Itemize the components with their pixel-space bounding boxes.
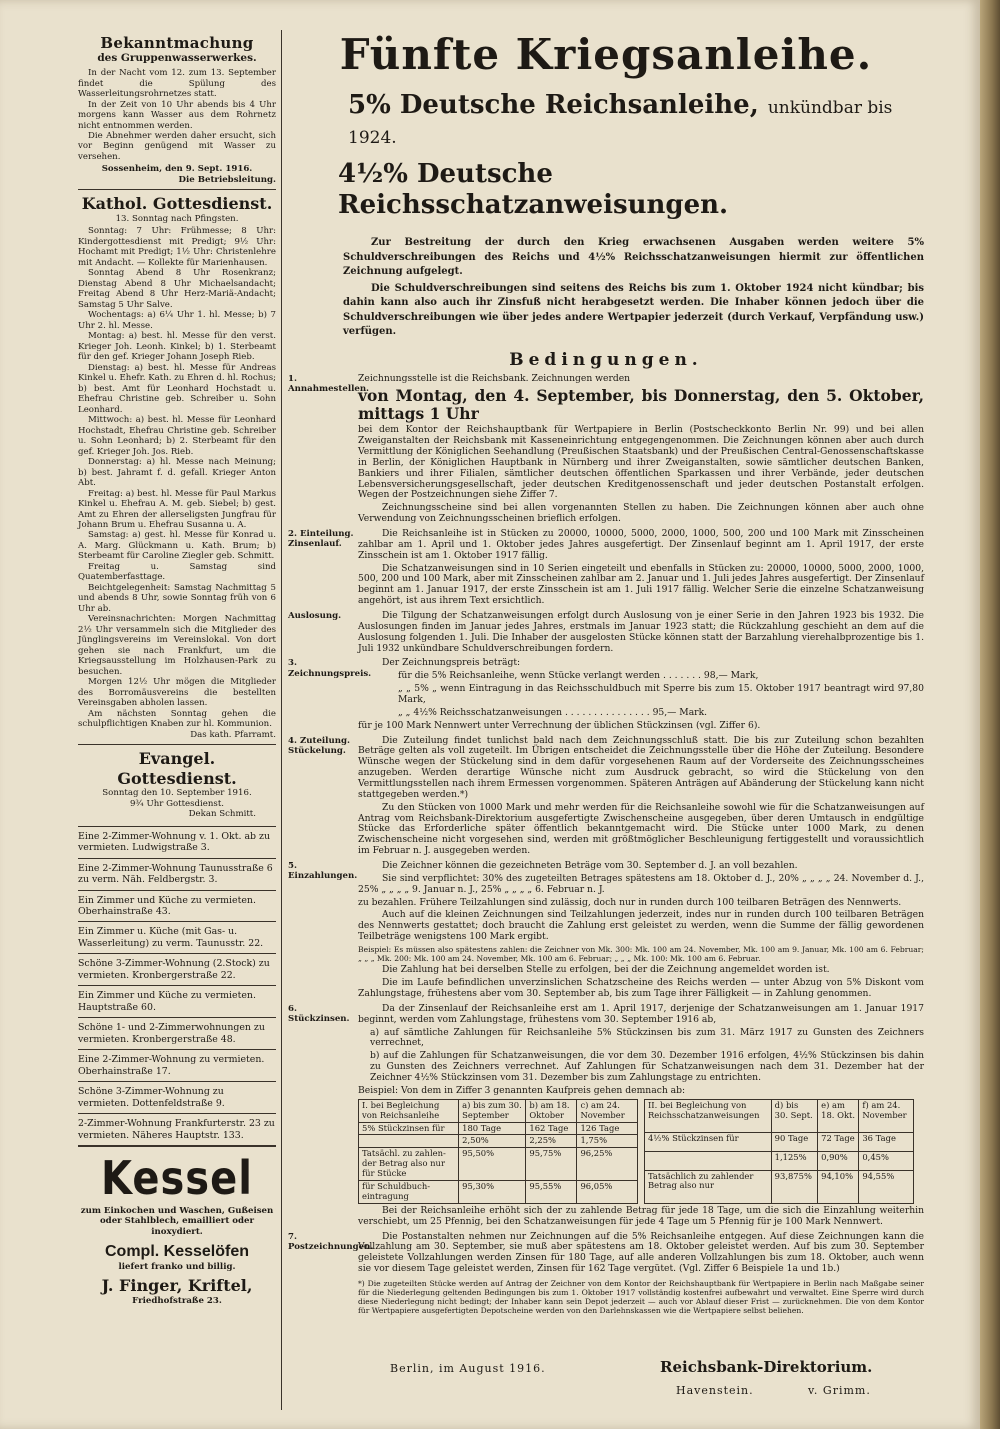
classified-ad: Ein Zimmer und Küche zu vermieten. Hauptstraße 60. xyxy=(78,985,276,1017)
kathol-line: Donnerstag: a) hl. Messe nach Meinung; b) best. Jahramt f. d. gefall. Krieger Anton Abt. xyxy=(78,457,276,489)
classified-ad: Ein Zimmer u. Küche (mit Gas- u. Wasserleitung) zu verm. Taunusstr. 22. xyxy=(78,921,276,953)
subscription-period: von Montag, den 4. September, bis Donnerstag, den 5. Oktober, mittags 1 Uhr xyxy=(358,385,924,423)
classified-ad: Schöne 3-Zimmer-Wohnung (2.Stock) zu vermieten. Kronbergerstraße 22. xyxy=(78,953,276,985)
kathol-line: Freitag: a) best. hl. Messe für Paul Markus Kinkel u. Ehefrau A. M. geb. Siebel; b) gest. Amt zu Ehren der allerseligsten Jungfrau für Johann Brum u. Ehefrau Susanna u. A. xyxy=(78,488,276,530)
section-2: 2. Einteilung. Zinsenlauf. Die Reichsanleihe ist in Stücken zu 20000, 10000, 5000, 2000, 1000, 500, 200 und 100 Mark mit Zinsscheinen zahlbar am 1. April und 1. Oktober jedes Jahres ausgefertigt. Der Zinsenlauf beginnt am 1. April 1917, der erste Zinsschein ist am 1. Oktober 1917 fällig. Die Schatzanweisungen sind in 10 Serien eingeteilt und ebenfalls in Stücken zu: 20000, 10000, 5000, 2000, 1000, 500, 200 und 100 Mark, aber mit Zinsscheinen zahlbar am 2. Januar und 1. Juli jedes Jahres ausgefertigt. Der Zinsenlauf beginnt am 1. Januar 1917, der erste Zinsschein ist am 1. Juli 1917 fällig. Welcher Serie die einzelne Schatzanweisung angehört, ist aus ihrem Text ersichtlich. xyxy=(288,527,924,607)
classified-ad: Schöne 1- und 2-Zimmerwohnungen zu vermieten. Kronbergerstraße 48. xyxy=(78,1017,276,1049)
kathol-title: Kathol. Gottesdienst. xyxy=(81,194,273,214)
kathol-line: Am nächsten Sonntag gehen die schulpflichtigen Knaben zur hl. Kommunion. xyxy=(78,708,276,730)
classified-ad: 2-Zimmer-Wohnung Frankfurterstr. 23 zu vermieten. Näheres Hauptstr. 133. xyxy=(78,1113,276,1145)
interest-table-reichsanleihe: I. bei Begleichung von Reichsanleihe a) bis zum 30. September b) am 18. Oktober c) am 24. November 5% Stückzinsen für 180 Tage 162 Tage 126 Tage 2,50% 2,25% 1,75% Tatsächl. zu zahlen-der Betrag also nur für Stücke 95,50% 95,75% 96,25% für Schuldbuch-eintragung 95,30% 95,55% 96,05% xyxy=(358,1099,638,1204)
notice-p1: In der Nacht vom 12. zum 13. September findet die Spülung des Wasserleitungsrohrnetzes statt. xyxy=(78,68,276,100)
notice-p3: Die Abnehmer werden daher ersucht, sich vor Beginn genügend mit Wasser zu versehen. xyxy=(78,131,276,162)
kathol-line: Samstag: a) gest. hl. Messe für Konrad u. A. Marg. Glückmann u. Kath. Brum; b) Sterbeamt für Caroline Ziegler geb. Schmitt. xyxy=(78,530,276,562)
section-1: 1. Annahmestellen. Zeichnungsstelle ist die Reichsbank. Zeichnungen werden von Montag, den 4. September, bis Donnerstag, den 5. Oktober, mittags 1 Uhr bei dem Kontor der Reichshauptbank für Wertpapiere in Berlin (Postscheckkonto Berlin Nr. 99) und bei allen Zweiganstalten der Reichsbank mit Kasseneinrichtung entgegengenommen. Die Zeichnungen können aber auch durch Vermittlung der Königlichen Seehandlung (Preußischen Staatsbank) und der Preußischen Central-Genossenschaftskasse in Berlin, der Königlichen Hauptbank in Nürnberg und ihrer Zweiganstalten, sowie sämtlicher deutschen Banken, Bankiers und ihrer Filialen, sämtlicher deutschen öffentlichen Sparkassen und ihrer Verbände, jeder deutschen Lebensversicherungsgesellschaft, jeder deutschen Kreditgenossenschaft und jeder deutschen Postanstalt erfolgen. Wegen der Postzeichnungen siehe Ziffer 7. Zeichnungsscheine sind bei allen vorgenannten Stellen zu haben. Die Zeichnungen können aber auch ohne Verwendung von Zeichnungsscheinen brieflich erfolgen. xyxy=(288,372,924,525)
interest-table-schatzanweisungen: II. bei Begleichung von Reichsschatzanweisungen d) bis 30. Sept. e) am 18. Okt. f) am 24. November 4½% Stückzinsen für 90 Tage 72 Tage 36 Tage 1,125% 0,90% 0,45% Tatsächlich zu zahlender Betrag also nur 93,875% 94,10% 94,55% xyxy=(644,1099,914,1204)
evangel-l2: 9¾ Uhr Gottesdienst. xyxy=(129,798,225,809)
classified-ad: Schöne 3-Zimmer-Wohnung zu vermieten. Dottenfeldstraße 9. xyxy=(78,1081,276,1113)
signature-2: v. Grimm. xyxy=(808,1384,871,1397)
kessel-l1: zum Einkochen und Waschen, Gußeisen oder Stahlblech, emailliert oder inoxydiert. xyxy=(80,1205,274,1237)
kathol-sign: Das kath. Pfarramt. xyxy=(190,729,276,740)
evangel-title: Evangel. Gottesdienst. xyxy=(117,749,237,788)
signature-1: Havenstein. xyxy=(676,1384,754,1397)
headline-2: 5% Deutsche Reichsanleihe, unkündbar bis 1924. xyxy=(348,89,893,149)
headline-3: 4½% Deutsche Reichsschatzanweisungen. xyxy=(338,158,729,220)
notice-subtitle: des Gruppenwasserwerkes. xyxy=(97,52,257,65)
intro: Zur Bestreitung der durch den Krieg erwachsenen Ausgaben werden weitere 5% Schuldverschreibungen des Reichs und 4½% Reichsschatzanweisungen hiermit zur öffentlichen Zeichnung aufgelegt. Die Schuldverschreibungen sind seitens des Reichs bis zum 1. Oktober 1924 nicht kündbar; bis dahin kann also auch ihr Zinsfuß nicht herabgesetzt werden. Die Inhaber können jedoch über die Schuldverschreibungen wie über jedes andere Wertpapier jederzeit (durch Verkauf, Verpfändung usw.) verfügen. xyxy=(343,237,924,338)
place-date: Berlin, im August 1916. xyxy=(390,1362,546,1375)
column-divider xyxy=(281,30,282,1410)
kessel-l3: liefert franko und billig. xyxy=(118,1261,236,1272)
classified-ad: Ein Zimmer und Küche zu vermieten. Oberhainstraße 43. xyxy=(78,890,276,922)
section-4: 4. Zuteilung. Stückelung. Die Zuteilung findet tunlichst bald nach dem Zeichnungsschluß statt. Die bis zur Zuteilung schon bezahlten Beträge gelten als voll zugeteilt. Im Übrigen entscheidet die Zeichnungsstelle über die Höhe der Zuteilung. Besondere Wünsche wegen der Stückelung sind in dem dafür vorgesehenen Raum auf der Vorderseite des Zeichnungsscheines anzugeben. Werden derartige Wünsche nicht zum Ausdruck gebracht, so wird die Stückelung von den Vermittlungsstellen nach ihrem Ermessen vorgenommen. Späteren Anträgen auf Abänderung der Stückelung kann nicht stattgegeben werden.*) Zu den Stücken von 1000 Mark und mehr werden für die Reichsanleihe sowohl wie für die Schatzanweisungen auf Antrag vom Reichsbank-Direktorium ausgefertigte Zwischenscheine ausgegeben, über deren Umtausch in endgültige Stücke das Erforderliche später öffentlich bekanntgemacht wird. Die Stücke unter 1000 Mark, zu denen Zwischenscheine nicht vorgesehen sind, werden mit größtmöglicher Beschleunigung fertiggestellt und voraussichtlich im Februar n. J. ausgegeben werden. xyxy=(288,734,924,857)
kathol-sub: 13. Sonntag nach Pfingsten. xyxy=(115,213,239,224)
kathol-line: Sonntag: 7 Uhr: Frühmesse; 8 Uhr: Kindergottesdienst mit Predigt; 9½ Uhr: Hochamt mit Predigt; 1½ Uhr: Christenlehre mit Andacht. — Kollekte für Marienhausen. xyxy=(78,226,276,268)
left-column xyxy=(78,34,276,1310)
classified-ad: Eine 2-Zimmer-Wohnung Taunusstraße 6 zu verm. Näh. Feldbergstr. 3. xyxy=(78,858,276,890)
page-edge xyxy=(980,0,1000,1429)
notice-date: Sossenheim, den 9. Sept. 1916. xyxy=(101,164,253,175)
kessel-l5: Friedhofstraße 23. xyxy=(132,1295,222,1306)
classified-ad: Eine 2-Zimmer-Wohnung v. 1. Okt. ab zu vermieten. Ludwigstraße 3. xyxy=(78,826,276,858)
kathol-line: Dienstag: a) best. hl. Messe für Andreas Kinkel u. Ehefr. Kath. zu Ehren d. hl. Rochus; b) best. Amt für Leonhard Hochstadt u. Ehefrau Christine geb. Schreiber u. Sohn Leonhard. xyxy=(78,362,276,415)
kessel-l4: J. Finger, Kriftel, xyxy=(101,1276,253,1296)
directorate: Reichsbank-Direktorium. xyxy=(660,1358,873,1376)
conditions-heading: Bedingungen. xyxy=(509,349,703,370)
kathol-line: Vereinsnachrichten: Morgen Nachmittag 2½ Uhr versammeln sich die Mitglieder des Jünglingsvereins im Vereinslokal. Von dort gehen sie nach Frankfurt, um die Kriegsausstellung im Holzhausen-Park zu besuchen. xyxy=(78,614,276,677)
kathol-line: Morgen 12½ Uhr mögen die Mitglieder des Borromäusvereins die bestellten Vereinsgaben abholen lassen. xyxy=(78,677,276,709)
notice-p2: In der Zeit von 10 Uhr abends bis 4 Uhr morgens kann Wasser aus dem Rohrnetz nicht entnommen werden. xyxy=(78,99,276,131)
evangel-sign: Dekan Schmitt. xyxy=(188,809,256,820)
section-5: 5. Einzahlungen. Die Zeichner können die gezeichneten Beträge vom 30. September d. J. an voll bezahlen. Sie sind verpflichtet: 30% des zugeteilten Betrages spätestens am 18. Oktober d. J., 20% „ „ „ „ 24. November d. J., 25% „ „ „ „ 9. Januar n. J., 25% „ „ „ „ 6. Februar n. J. zu bezahlen. Frühere Teilzahlungen sind zulässig, doch nur in runden durch 100 teilbaren Beträgen des Nennwerts. Auch auf die kleinen Zeichnungen sind Teilzahlungen jederzeit, indes nur in runden durch 100 teilbaren Beträgen des Nennwerts gestattet; doch braucht die Zahlung erst geleistet zu werden, wenn die Summe der fällig gewordenen Teilbeträge wenigstens 100 Mark ergibt. Beispiel: Es müssen also spätestens zahlen: die Zeichner von Mk. 300: Mk. 100 am 24. November, Mk. 100 am 9. Januar, Mk. 100 am 6. Februar; „ „ „ Mk. 200: Mk. 100 am 24. November, Mk. 100 am 6. Februar; „ „ „ Mk. 100: Mk. 100 am 6. Februar. Die Zahlung hat bei derselben Stelle zu erfolgen, bei der die Zeichnung angemeldet worden ist. Die im Laufe befindlichen unverzinslichen Schatzscheine des Reichs werden — unter Abzug von 5% Diskont vom Zahlungstage, frühestens aber vom 30. September ab, bis zum Tage ihrer Fälligkeit — in Zahlung genommen. xyxy=(288,860,924,999)
section-2b: Auslosung. Die Tilgung der Schatzanweisungen erfolgt durch Auslosung von je einer Serie in den Jahren 1923 bis 1932. Die Auslosungen finden im Januar jedes Jahres, erstmals im Januar 1923 statt; die Rückzahlung geschieht an dem auf die Auslosung folgenden 1. Juli. Die Inhaber der ausgelosten Stücke können statt der Barzahlung vierehalbprozentige bis 1. Juli 1932 unkündbare Schuldverschreibungen fordern. xyxy=(288,609,924,654)
notice-title: Bekanntmachung xyxy=(100,34,254,52)
kathol-line: Beichtgelegenheit: Samstag Nachmittag 5 und abends 8 Uhr, sowie Sonntag früh von 6 Uhr ab. xyxy=(78,582,276,614)
kathol-line: Mittwoch: a) best. hl. Messe für Leonhard Hochstadt, Ehefrau Christine geb. Schreiber u. Sohn Leonhard; b) 2. Sterbeamt für den gef. Krieger Joh. Jos. Rieb. xyxy=(78,415,276,457)
evangel-l1: Sonntag den 10. September 1916. xyxy=(102,788,252,799)
classified-ad: Eine 2-Zimmer-Wohnung zu vermieten. Oberhainstraße 17. xyxy=(78,1049,276,1081)
kathol-line: Sonntag Abend 8 Uhr Rosenkranz; Dienstag Abend 8 Uhr Michaelsandacht; Freitag Abend 8 Uhr Herz-Mariä-Andacht; Samstag 5 Uhr Salve. xyxy=(78,268,276,310)
kathol-line: Wochentags: a) 6¼ Uhr 1. hl. Messe; b) 7 Uhr 2. hl. Messe. xyxy=(78,310,276,331)
main-column xyxy=(288,30,924,1317)
kathol-line: Montag: a) best. hl. Messe für den verst. Krieger Joh. Leonh. Kinkel; b) 1. Sterbeamt für den gef. Krieger Johann Joseph Rieb. xyxy=(78,331,276,363)
kessel-ad xyxy=(78,1145,276,1310)
headline: Fünfte Kriegsanleihe. xyxy=(339,30,873,79)
section-6: 6. Stückzinsen. Da der Zinsenlauf der Reichsanleihe erst am 1. April 1917, derjenige der Schatzanweisungen am 1. Januar 1917 beginnt, werden vom Zahlungstage, frühestens vom 30. September 1916 ab, a) auf sämtliche Zahlungen für Reichsanleihe 5% Stückzinsen bis zum 31. März 1917 zu Gunsten des Zeichners verrechnet, b) auf die Zahlungen für Schatzanweisungen, die vor dem 30. Dezember 1916 erfolgen, 4½% Stückzinsen bis dahin zu Gunsten des Zeichners verrechnet. Auf Zahlungen für Schatzanweisungen nach dem 31. Dezember hat der Zeichner 4½% Stückzinsen vom 31. Dezember bis zum Zahlungstage zu entrichten. Beispiel: Von dem in Ziffer 3 genannten Kaufpreis gehen demnach ab: I. bei Begleichung von Reichsanleihe a) bis zum 30. September b) am 18. Oktober c) am 24. November 5% Stückzinsen für 180 Tage 162 Tage 126 Tage 2,50% 2,25% 1,75% Tatsächl. zu zahlen-der Betrag also nur für Stücke 95,50% 95,75% 96,25% für Schuldbuch-eintragung 95,30% 95,55% 96,05% II. bei Begleichung von Reichsschatzanweisungen d) bis 30. Sept. e) am 18. Okt. f) am 24. November 4½% Stückzinsen für 90 Tage 72 Tage 36 Tage 1,125% 0,90% 0,45% Tatsächlich zu zahlender Betrag also nur 93,875% 94,10% 94,55% Bei der Reichsanleihe erhöht sich der zu zahlende Betrag für jede 18 Tage, um die sich die Einzahlung weiterhin verschiebt, um 25 Pfennig, bei den Schatzanweisungen für jede 4 Tage um 5 Pfennig für je 100 Mark Nennwert. xyxy=(288,1002,924,1227)
footnote: *) Die zugeteilten Stücke werden auf Antrag der Zeichner von dem Kontor der Reichshauptbank für Wertpapiere in Berlin nach Maßgabe seiner für die Niederlegung geltenden Bedingungen bis zum 1. Oktober 1917 vollständig kostenfrei aufbewahrt und verwaltet. Eine Sperre wird durch diese Niederlegung nicht bedingt; der Inhaber kann sein Depot jederzeit — auch vor Ablauf dieser Frist — zurücknehmen. Die von dem Kontor für Wertpapiere ausgefertigten Depotscheine werden von den Darlehnskassen wie die Wertpapiere selbst beliehen. xyxy=(358,1279,924,1316)
kessel-title: Kessel xyxy=(101,1152,253,1206)
section-7: 7. Postzeichnungen. Die Postanstalten nehmen nur Zeichnungen auf die 5% Reichsanleihe entgegen. Auf diese Zeichnungen kann die Vollzahlung am 30. September, sie muß aber spätestens am 18. Oktober geleistet werden. Auf bis zum 30. September geleistete Vollzahlungen werden Zinsen für 180 Tage, auf alle anderen Vollzahlungen bis zum 18. Oktober, auch wenn sie vor diesem Tage geleistet werden, Zinsen für 162 Tage vergütet. (Vgl. Ziffer 6 Beispiele 1a und 1b.) xyxy=(288,1230,924,1275)
kathol-line: Freitag u. Samstag sind Quatemberfasttage. xyxy=(78,561,276,583)
kessel-l2: Compl. Kesselöfen xyxy=(104,1243,250,1261)
notice-sign: Die Betriebsleitung. xyxy=(178,174,276,185)
section-3: 3. Zeichnungspreis. Der Zeichnungspreis beträgt: für die 5% Reichsanleihe, wenn Stücke verlangt werden . . . . . . . 98,— Mark, „ „ 5% „ wenn Eintragung in das Reichsschuldbuch mit Sperre bis zum 15. Oktober 1917 beantragt wird 97,80 Mark, „ „ 4½% Reichsschatzanweisungen . . . . . . . . . . . . . . . 95,— Mark. für je 100 Mark Nennwert unter Verrechnung der üblichen Stückzinsen (vgl. Ziffer 6). xyxy=(288,657,924,731)
